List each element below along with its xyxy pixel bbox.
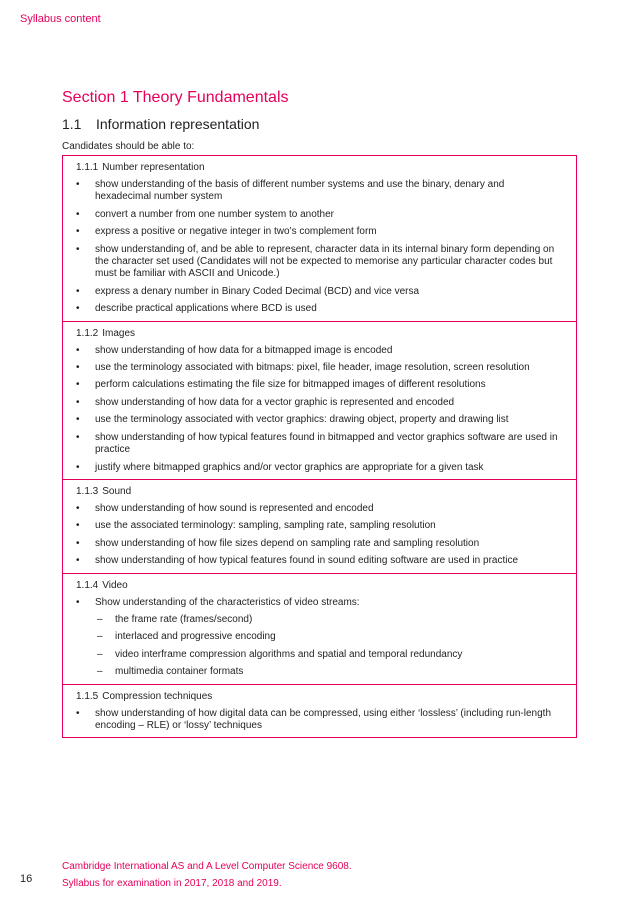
list-item-text: show understanding of how typical features found in bitmapped and vector graphics software are used in practice [95,431,558,456]
list-item [76,597,562,679]
sub-list-item [76,614,562,626]
list-item [76,362,562,374]
bullet-icon: • [76,537,80,549]
bullet-icon: • [76,226,80,238]
list-item-text: show understanding of how typical features found in sound editing software are used in practice [95,555,519,567]
list-item [76,414,562,426]
bullet-icon: • [76,285,80,297]
bullet-icon: • [76,243,80,255]
block-title [76,580,562,592]
bullet-icon: • [76,208,80,220]
bullet-icon: • [76,303,80,315]
list-item-text: use the associated terminology: sampling, sampling rate, sampling resolution [95,520,436,532]
list-item [76,555,562,567]
list-item-text: express a denary number in Binary Coded Decimal (BCD) and vice versa [95,285,420,297]
list-item-text: show understanding of, and be able to represent, character data in its internal binary form depending on the character set used (Candidates will not be expected to memorise any particular character codes but must be familiar with ASCII and Unicode.) [95,243,555,280]
footer-line-1: Cambridge International AS and A Level Computer Science 9608. [62,861,352,872]
block-label: Number representation [102,162,205,173]
bullet-icon: • [76,520,80,532]
dash-icon: – [97,648,103,660]
block-number: 1.1.5 [76,690,99,702]
dash-icon: – [97,631,103,643]
block-number: 1.1.3 [76,485,99,497]
running-header: Syllabus content [20,13,101,25]
syllabus-content-box [62,155,577,738]
list-item-text: show understanding of how data for a vector graphic is represented and encoded [95,396,455,408]
list-item [76,520,562,532]
list-item-text: show understanding of how data for a bitmapped image is encoded [95,344,393,356]
list-item [76,397,562,409]
list-item-text: Show understanding of the characteristics of video streams: [95,596,360,608]
list-item-text: show understanding of how digital data can be compressed, using either ‘lossless’ (including run-length encoding – RLE) or ‘lossy’ techniques [95,707,552,731]
bullet-icon: • [76,379,80,391]
dash-icon: – [97,613,103,625]
block-title [76,486,562,498]
list-item-text: show understanding of how file sizes depend on sampling rate and sampling resolution [95,537,480,549]
list-item [76,286,562,298]
sub-list-item-text: video interframe compression algorithms and spatial and temporal redundancy [115,648,463,660]
syllabus-block [63,321,576,479]
block-title [76,328,562,340]
footer-line-2: Syllabus for examination in 2017, 2018 and 2019. [62,878,282,889]
subsection-number: 1.1 [62,116,82,132]
block-label: Images [102,327,136,339]
list-item-text: express a positive or negative integer in two’s complement form [95,226,377,238]
list-item-text: show understanding of the basis of different number systems and use the binary, denary and hexadecimal number system [95,179,505,203]
block-title [76,691,562,703]
bullet-list [76,345,562,474]
bullet-list [76,597,562,679]
list-item-text: convert a number from one number system to another [95,208,335,220]
list-item-text: use the terminology associated with vector graphics: drawing object, property and drawing list [95,414,509,426]
bullet-icon: • [76,362,80,374]
list-item [76,379,562,391]
sub-list-item [76,649,562,661]
block-number: 1.1.1 [76,162,99,173]
list-item-text: perform calculations estimating the file size for bitmapped images of different resolutions [95,379,486,391]
subsection-label: Information representation [96,116,260,132]
bullet-icon: • [76,596,80,608]
bullet-icon: • [76,396,80,408]
block-label: Compression techniques [102,690,213,702]
list-item-text: show understanding of how sound is represented and encoded [95,502,374,514]
bullet-icon: • [76,344,80,356]
list-item [76,462,562,474]
syllabus-block [63,573,576,684]
bullet-icon: • [76,555,80,567]
subsection-title [62,116,259,132]
sub-list-item-text: the frame rate (frames/second) [115,613,253,625]
page-number: 16 [20,873,33,885]
list-item [76,345,562,357]
bullet-icon: • [76,461,80,473]
bullet-icon: • [76,707,80,719]
sub-list-item [76,631,562,643]
bullet-icon: • [76,414,80,426]
bullet-list [76,179,562,316]
block-label: Video [102,579,128,591]
bullet-icon: • [76,502,80,514]
bullet-list [76,503,562,568]
sub-list-item [76,666,562,678]
list-item [76,538,562,550]
list-item [76,303,562,315]
syllabus-block [63,684,576,738]
sub-list-item-text: multimedia container formats [115,666,244,678]
list-item [76,209,562,221]
sub-list-item-text: interlaced and progressive encoding [115,631,276,643]
bullet-icon: • [76,179,80,190]
list-item-text: use the terminology associated with bitmaps: pixel, file header, image resolution, screen resolution [95,362,530,374]
block-title [76,162,562,174]
block-number: 1.1.2 [76,327,99,339]
list-item [76,226,562,238]
list-item-text: describe practical applications where BCD is used [95,303,317,315]
section-title: Section 1 Theory Fundamentals [62,89,289,106]
syllabus-block [63,156,576,321]
block-label: Sound [102,485,132,497]
sub-list [76,614,562,679]
dash-icon: – [97,666,103,678]
list-item [76,432,562,457]
bullet-list [76,708,562,733]
list-item [76,503,562,515]
intro-text: Candidates should be able to: [62,141,195,152]
list-item-text: justify where bitmapped graphics and/or vector graphics are appropriate for a given task [95,461,484,473]
list-item [76,708,562,733]
list-item [76,179,562,204]
bullet-icon: • [76,431,80,443]
list-item [76,244,562,281]
block-number: 1.1.4 [76,579,99,591]
syllabus-block [63,479,576,573]
